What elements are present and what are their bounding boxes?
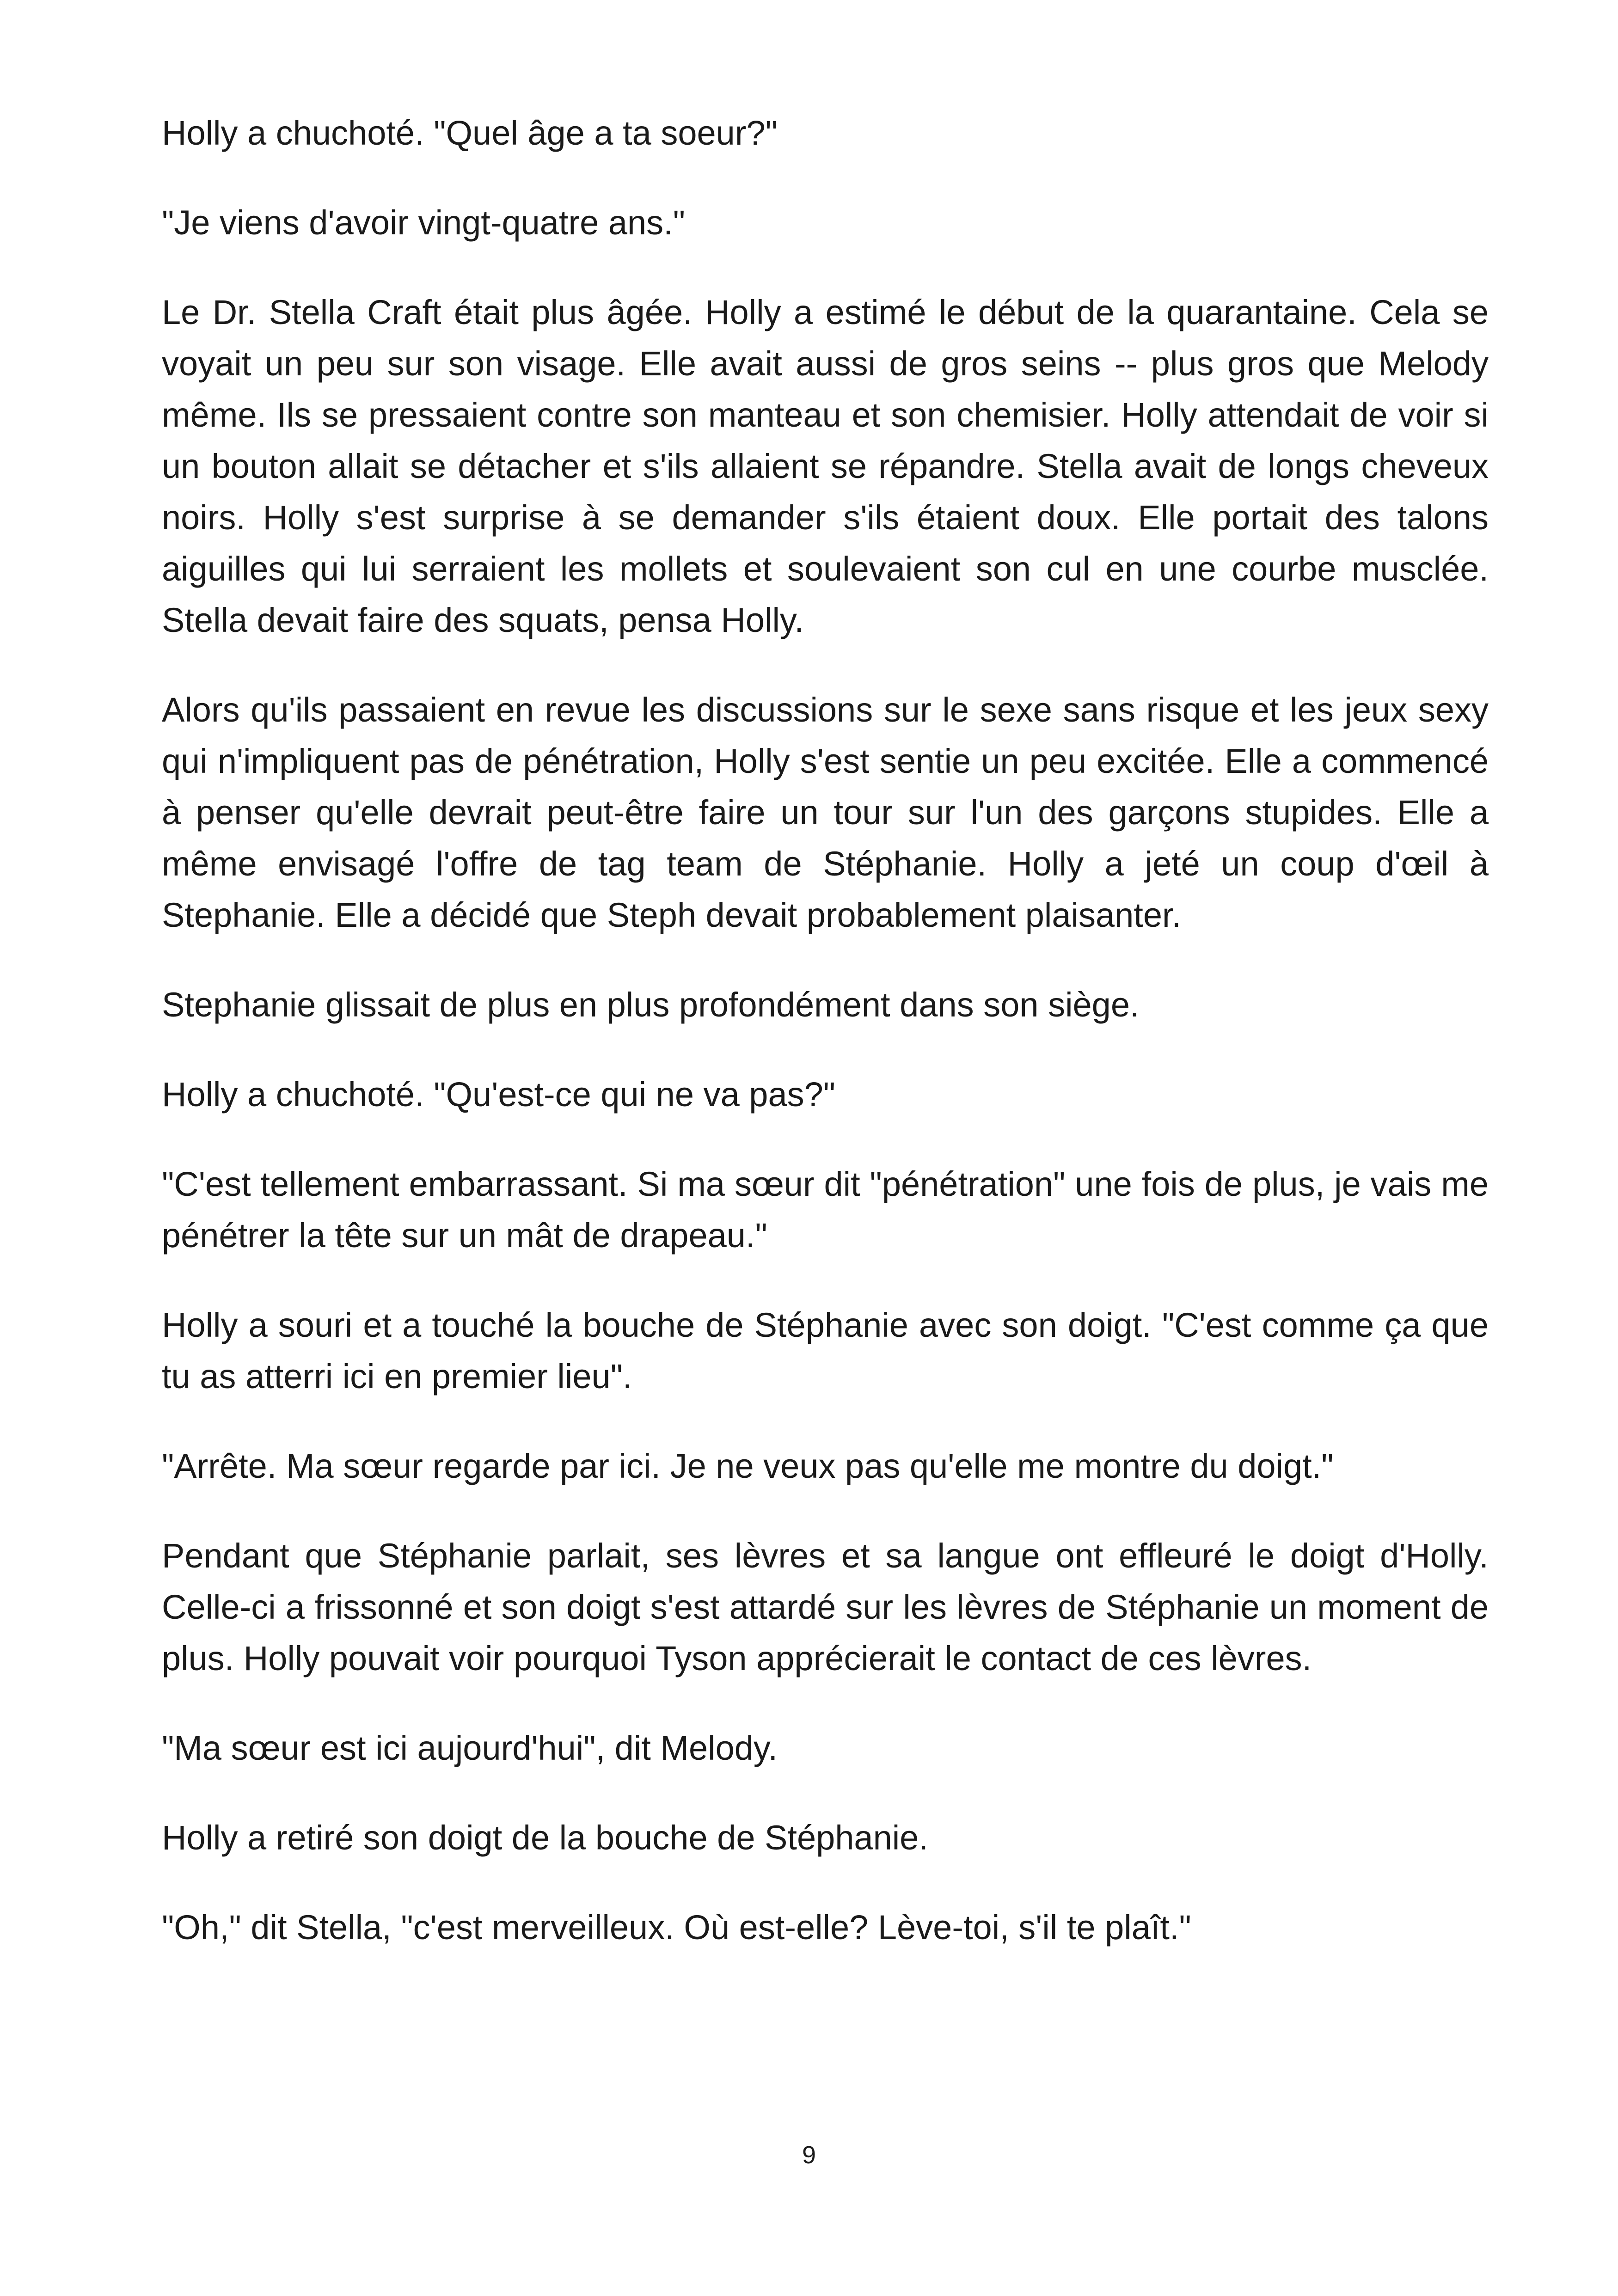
paragraph-7: "C'est tellement embarrassant. Si ma sœur dit "pénétration" une fois de plus, je vais me pénétrer la tête sur un mât de drapeau." (162, 1165, 1489, 1255)
paragraph-1: Holly a chuchoté. "Quel âge a ta soeur?" (162, 114, 778, 152)
paragraph-3: Le Dr. Stella Craft était plus âgée. Holly a estimé le début de la quarantaine. Cela se voyait un peu sur son visage. Elle avait aussi de gros seins -- plus gros que Melody même. Ils se pressaient contre son manteau et son chemisier. Holly attendait de voir si un bouton allait se détacher et s'ils allaient se répandre. Stella avait de longs cheveux noirs. Holly s'est surprise à se demander s'ils étaient doux. Elle portait des talons aiguilles qui lui serraient les mollets et soulevaient son cul en une courbe musclée. Stella devait faire des squats, pensa Holly. (162, 293, 1489, 639)
paragraph-8: Holly a souri et a touché la bouche de Stéphanie avec son doigt. "C'est comme ça que tu as atterri ici en premier lieu". (162, 1306, 1489, 1396)
paragraph-5: Stephanie glissait de plus en plus profondément dans son siège. (162, 986, 1140, 1024)
paragraph-9: "Arrête. Ma sœur regarde par ici. Je ne veux pas qu'elle me montre du doigt." (162, 1447, 1334, 1485)
page-body (162, 107, 1489, 1991)
page-number: 9 (802, 2141, 816, 2169)
paragraph-6: Holly a chuchoté. "Qu'est-ce qui ne va pas?" (162, 1075, 836, 1114)
paragraph-2: "Je viens d'avoir vingt-quatre ans." (162, 203, 686, 242)
paragraph-12: Holly a retiré son doigt de la bouche de Stéphanie. (162, 1818, 928, 1857)
paragraph-10: Pendant que Stéphanie parlait, ses lèvres et sa langue ont effleuré le doigt d'Holly. Celle-ci a frissonné et son doigt s'est attardé sur les lèvres de Stéphanie un moment de plus. Holly pouvait voir pourquoi Tyson apprécierait le contact de ces lèvres. (162, 1537, 1489, 1678)
paragraph-11: "Ma sœur est ici aujourd'hui", dit Melody. (162, 1729, 778, 1767)
paragraph-13: "Oh," dit Stella, "c'est merveilleux. Où est-elle? Lève-toi, s'il te plaît." (162, 1908, 1191, 1947)
paragraph-4: Alors qu'ils passaient en revue les discussions sur le sexe sans risque et les jeux sexy qui n'impliquent pas de pénétration, Holly s'est sentie un peu excitée. Elle a commencé à penser qu'elle devrait peut-être faire un tour sur l'un des garçons stupides. Elle a même envisagé l'offre de tag team de Stéphanie. Holly a jeté un coup d'œil à Stephanie. Elle a décidé que Steph devait probablement plaisanter. (162, 691, 1489, 934)
